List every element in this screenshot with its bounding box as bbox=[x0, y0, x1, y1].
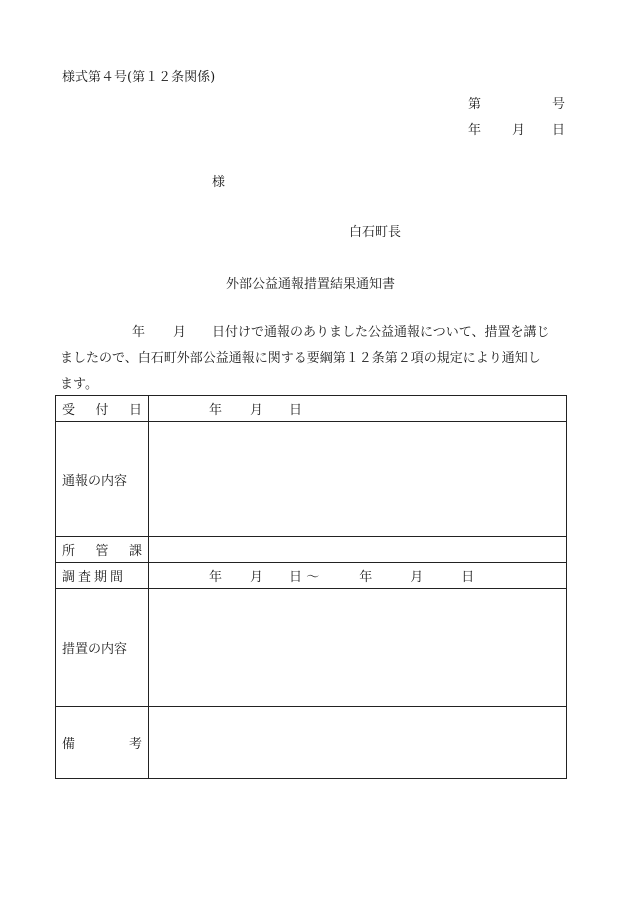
row-measures bbox=[56, 589, 567, 707]
received-month: 月 bbox=[250, 403, 264, 418]
investigation-start-month: 月 bbox=[250, 570, 264, 585]
issue-date-day: 日 bbox=[552, 123, 566, 138]
document-title: 外部公益通報措置結果通知書 bbox=[226, 277, 396, 292]
label-investigation-period: 調査期間 bbox=[56, 563, 149, 589]
report-form-table bbox=[55, 395, 567, 779]
investigation-start-year: 年 bbox=[209, 570, 223, 585]
label-char: 付 bbox=[95, 403, 109, 418]
label-char: 日 bbox=[128, 403, 142, 418]
investigation-end-month: 月 bbox=[410, 570, 424, 585]
label-remarks bbox=[56, 707, 149, 779]
row-department bbox=[56, 537, 567, 563]
department-field[interactable] bbox=[149, 537, 567, 563]
issue-date-month: 月 bbox=[512, 123, 526, 138]
investigation-end-year: 年 bbox=[359, 570, 373, 585]
label-report-content: 通報の内容 bbox=[56, 422, 149, 537]
body-month: 月 bbox=[173, 325, 187, 340]
label-department bbox=[56, 537, 149, 563]
body-year: 年 bbox=[132, 325, 146, 340]
row-remarks bbox=[56, 707, 567, 779]
label-char: 課 bbox=[128, 544, 142, 559]
investigation-period-field[interactable] bbox=[149, 563, 567, 589]
document-number-prefix: 第 bbox=[468, 97, 482, 112]
label-char: 考 bbox=[128, 737, 142, 752]
label-char: 備 bbox=[62, 737, 76, 752]
investigation-start-day: 日 bbox=[289, 570, 303, 585]
received-date-field[interactable] bbox=[149, 396, 567, 422]
body-line-3: ます。 bbox=[60, 377, 98, 392]
received-day: 日 bbox=[289, 403, 303, 418]
body-line-1-text: 日付けで通報のありました公益通報について、措置を講じ bbox=[212, 325, 550, 340]
received-year: 年 bbox=[209, 403, 223, 418]
row-report-content bbox=[56, 422, 567, 537]
recipient-honorific: 様 bbox=[212, 175, 226, 190]
label-char: 受 bbox=[62, 403, 76, 418]
notice-body bbox=[60, 320, 580, 398]
label-measures: 措置の内容 bbox=[56, 589, 149, 707]
row-received-date bbox=[56, 396, 567, 422]
remarks-field[interactable] bbox=[149, 707, 567, 779]
sender-name: 白石町長 bbox=[349, 225, 402, 240]
label-received-date bbox=[56, 396, 149, 422]
measures-field[interactable] bbox=[149, 589, 567, 707]
form-number: 様式第４号(第１２条関係) bbox=[62, 70, 216, 85]
body-line-1 bbox=[60, 320, 580, 346]
row-investigation-period bbox=[56, 563, 567, 589]
body-line-2: ましたので、白石町外部公益通報に関する要綱第１２条第２項の規定により通知し bbox=[60, 351, 541, 366]
investigation-end-day: 日 bbox=[461, 570, 475, 585]
issue-date-year: 年 bbox=[468, 123, 482, 138]
label-char: 管 bbox=[95, 544, 109, 559]
document-number-suffix: 号 bbox=[552, 97, 566, 112]
report-content-field[interactable] bbox=[149, 422, 567, 537]
period-tilde: ～ bbox=[306, 570, 320, 585]
label-char: 所 bbox=[62, 544, 76, 559]
